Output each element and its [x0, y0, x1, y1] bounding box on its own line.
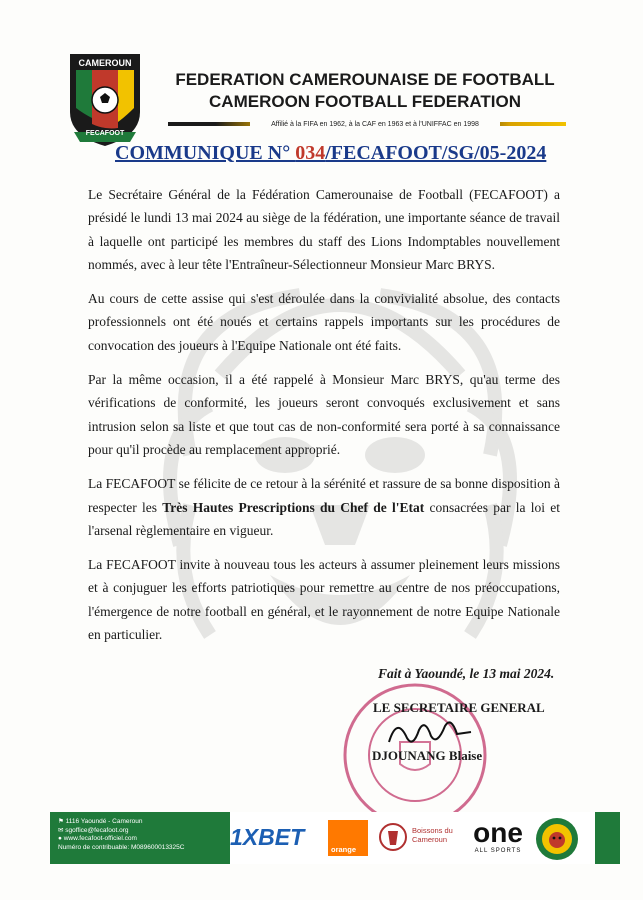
sponsor-one-logo — [468, 818, 528, 858]
sponsor-1xbet-logo: 1XBET — [230, 824, 305, 850]
paragraph-4 — [88, 472, 560, 542]
footer-bar — [50, 812, 595, 864]
communique-body — [88, 183, 560, 657]
paragraph-2: Au cours de cette assise qui s'est déroulée dans la convivialité absolue, des contacts professionnels ont été noués et certains rappels importants sur les procédures de convocation des joueurs à l'Equipe Nationale ont été faits. — [88, 291, 560, 353]
place-date: Fait à Yaoundé, le 13 mai 2024. — [378, 666, 555, 681]
signatory-name: DJOUNANG Blaise — [372, 748, 483, 763]
paragraph-4-emphasis: Très Hautes Prescriptions du Chef de l'Etat — [162, 499, 425, 515]
fecafoot-logo — [68, 52, 142, 148]
taxpayer-line: Numéro de contribuable: M089600013325C — [58, 843, 185, 851]
sponsor-one-subtext: ALL SPORTS — [474, 848, 522, 854]
logo-sub-text: FECAFOOT — [85, 130, 125, 137]
lion-badge-icon — [535, 817, 579, 861]
paragraph-4-start: La FECAFOOT se félicite de ce retour à la sérénité et rassure de sa bonne disposition à respecter les — [88, 476, 560, 515]
email-link[interactable]: sgoffice@fecafoot.org — [65, 826, 129, 834]
footer-flag-strip — [595, 812, 620, 864]
sponsor-strip — [230, 812, 595, 864]
sponsor-one-text: one — [473, 817, 523, 848]
paragraph-1: Le Secrétaire Général de la Fédération Camerounaise de Football (FECAFOOT) a présidé le lundi 13 mai 2024 au siège de la fédération, une importante séance de travail à laquelle ont participé les membres du staff des Lions Indomptables nouvellement nommés, avec à leur tête l'Entraîneur-Sélectionneur Monsieur Marc BRYS. — [88, 187, 560, 272]
handwritten-signature-icon — [385, 712, 475, 750]
sponsor-boissons-icon — [378, 821, 408, 853]
communique-title — [115, 142, 547, 165]
sponsor-orange-logo — [328, 820, 368, 856]
communique-number: 034 — [295, 142, 326, 164]
sponsor-boissons-text: Boissons du Cameroun — [412, 826, 453, 844]
logo-country-text: CAMEROUN — [78, 58, 132, 68]
paragraph-5: La FECAFOOT invite à nouveau tous les acteurs à assumer pleinement leurs missions et à conjuguer les efforts patriotiques pour remettre au centre de nos préoccupations, l'émergence de notre football en général, et le rayonnement de notre Equipe Nationale en particulier. — [88, 557, 560, 643]
communique-prefix: COMMUNIQUE N° — [115, 142, 296, 164]
communique-suffix: /FECAFOOT/SG/05-2024 — [325, 142, 547, 164]
contact-info — [58, 818, 228, 852]
affiliation-line: Affilié à la FIFA en 1962, à la CAF en 1963 et à l'UNIFFAC en 1998 — [250, 119, 500, 130]
paragraph-3: Par la même occasion, il a été rappelé à Monsieur Marc BRYS, qu'au terme des vérifications de conformité, les joueurs seront convoqués exclusivement et sans intrusion selon sa liste et que tout cas de non-conformité sera porté à sa connaissance pour qu'il procède au remplacement approprié. — [88, 372, 560, 457]
address-text: 1116 Yaoundé - Cameroun — [65, 818, 143, 825]
org-name-french: FEDERATION CAMEROUNAISE DE FOOTBALL — [175, 70, 555, 89]
address-line: ⚑ 1116 Yaoundé - Cameroun — [58, 818, 143, 825]
website-line: ● www.fecafoot-officiel.com — [58, 835, 137, 842]
paragraph-4-end: consacrées par la loi et l'arsenal règlementaire en vigueur. — [88, 499, 561, 538]
email-line: ✉ sgoffice@fecafoot.org — [58, 826, 129, 834]
sponsor-orange-text: orange — [331, 845, 357, 854]
website-link[interactable]: www.fecafoot-officiel.com — [63, 835, 137, 842]
signatory-title: LE SECRETAIRE GENERAL — [373, 700, 545, 715]
org-name-english: CAMEROON FOOTBALL FEDERATION — [209, 92, 521, 111]
